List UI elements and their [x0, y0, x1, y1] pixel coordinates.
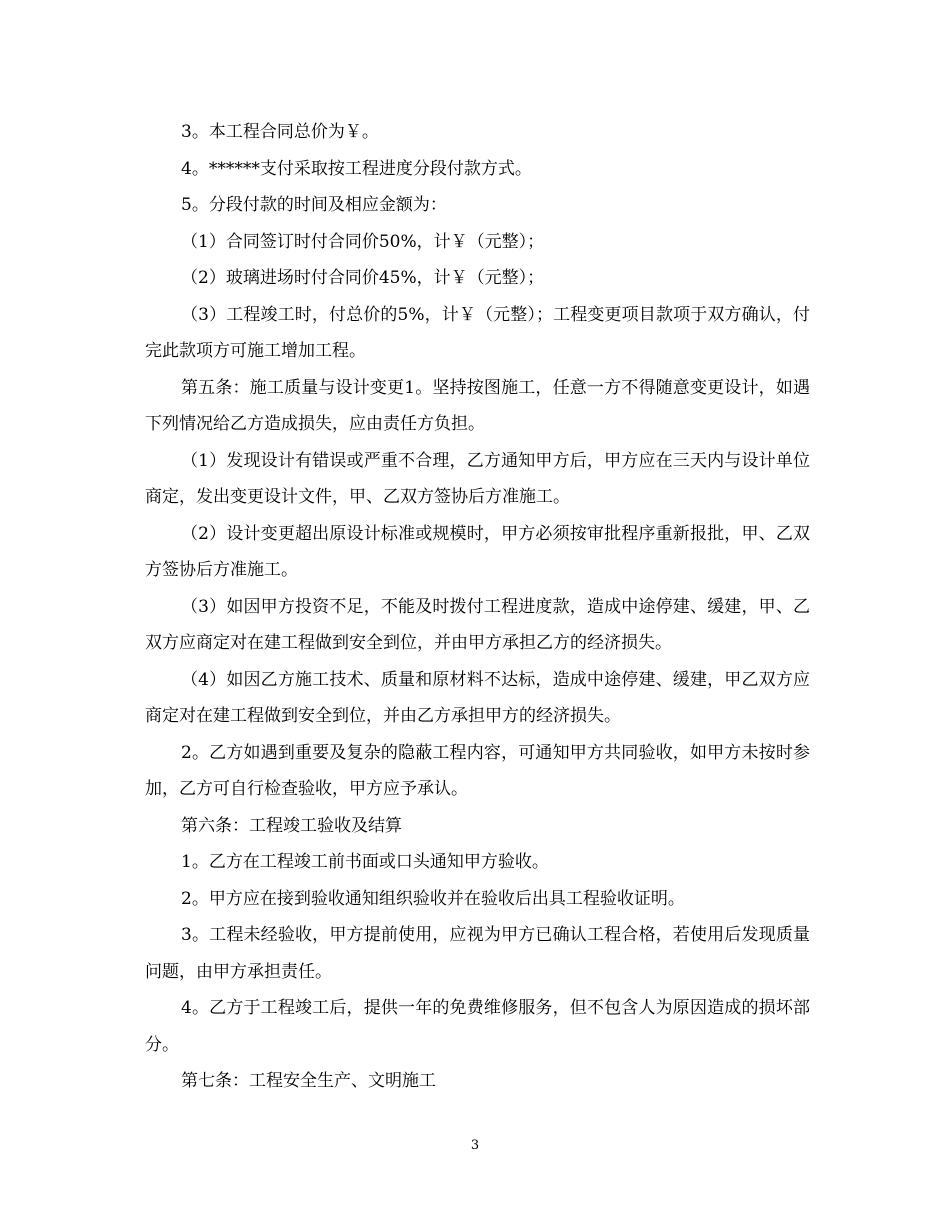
paragraph-payment-schedule: 5。分段付款的时间及相应金额为：	[181, 195, 447, 215]
paragraph-article-5-clause-2: 2。乙方如遇到重要及复杂的隐蔽工程内容，可通知甲方共同验收，如甲方未按时参加，乙方可自行检查验收，甲方应予承认。	[145, 742, 810, 799]
paragraph-article-6-clause-3: 3。工程未经验收，甲方提前使用，应视为甲方已确认工程合格，若使用后发现质量问题，由甲方承担责任。	[145, 925, 810, 982]
paragraph-payment-2: （2）玻璃进场时付合同价45%，计￥（元整）；	[181, 268, 545, 288]
document-body	[145, 114, 810, 1100]
paragraph-article-7-heading: 第七条：工程安全生产、文明施工	[181, 1071, 436, 1091]
paragraph-article-5-item-3: （3）如因甲方投资不足，不能及时拨付工程进度款，造成中途停建、缓建，甲、乙双方应商定对在建工程做到安全到位，并由甲方承担乙方的经济损失。	[145, 596, 810, 653]
paragraph-payment-1: （1）合同签订时付合同价50%，计￥（元整）；	[181, 231, 545, 252]
paragraph-article-5: 第五条：施工质量与设计变更1。坚持按图施工，任意一方不得随意变更设计，如遇下列情况给乙方造成损失，应由责任方负担。	[145, 377, 810, 434]
paragraph-total-price: 3。本工程合同总价为￥。	[181, 122, 379, 142]
paragraph-article-6-clause-2: 2。甲方应在接到验收通知组织验收并在验收后出具工程验收证明。	[181, 888, 685, 909]
paragraph-payment-method: 4。******支付采取按工程进度分段付款方式。	[181, 158, 532, 179]
paragraph-payment-3: （3）工程竣工时，付总价的5%，计￥（元整）；工程变更项目款项于双方确认，付完此款项方可施工增加工程。	[145, 304, 810, 361]
paragraph-article-6-clause-1: 1。乙方在工程竣工前书面或口头通知甲方验收。	[181, 852, 549, 872]
paragraph-article-5-item-2: （2）设计变更超出原设计标准或规模时，甲方必须按审批程序重新报批，甲、乙双方签协后方准施工。	[145, 523, 810, 580]
paragraph-article-5-item-1: （1）发现设计有错误或严重不合理，乙方通知甲方后，甲方应在三天内与设计单位商定，发出变更设计文件，甲、乙双方签协后方准施工。	[145, 450, 810, 507]
paragraph-article-6-clause-4: 4。乙方于工程竣工后，提供一年的免费维修服务，但不包含人为原因造成的损坏部分。	[145, 998, 810, 1055]
page-number: 3	[470, 1138, 480, 1153]
paragraph-article-6-heading: 第六条：工程竣工验收及结算	[181, 815, 402, 836]
paragraph-article-5-item-4: （4）如因乙方施工技术、质量和原材料不达标，造成中途停建、缓建，甲乙双方应商定对在建工程做到安全到位，并由乙方承担甲方的经济损失。	[145, 669, 810, 726]
